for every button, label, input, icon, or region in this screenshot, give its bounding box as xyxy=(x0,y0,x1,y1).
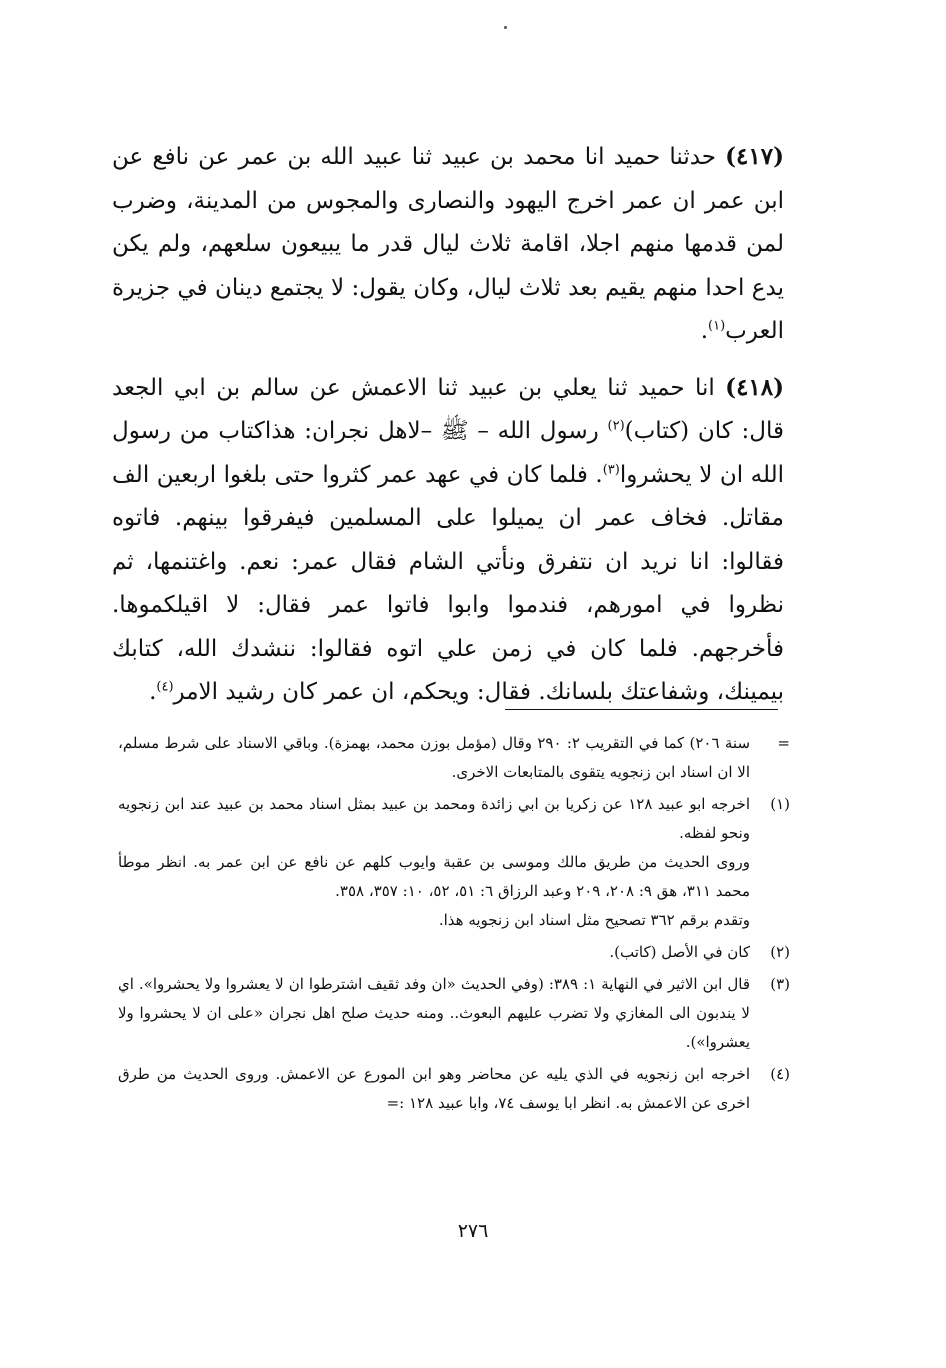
main-text xyxy=(112,135,784,715)
footnote-paragraph: سنة ٢٠٦) كما في التقريب ٢: ٢٩٠ وقال (مؤمل بوزن محمد، بهمزة). وباقي الاسناد على شرط مسلم، الا ان اسناد ابن زنجويه يتقوى بالمتابعات الاخرى. xyxy=(118,734,751,781)
footnote-paragraph: قال ابن الاثير في النهاية ١: ٣٨٩: (وفي الحديث «ان وفد ثقيف اشترطوا ان لا يعشروا ولا يحشروا». اي لا يندبون الى المغازي ولا تضرب عليهم البعوث.. ومنه حديث صلح اهل نجران «على ان لا يحشروا ولا يعشروا»). xyxy=(118,975,751,1051)
footnote-body xyxy=(118,729,750,787)
footnote xyxy=(118,1060,790,1118)
footnote-ref: (٤) xyxy=(156,679,174,695)
hadith-text: حدثنا حميد انا محمد بن عبيد ثنا عبيد الله بن عمر عن نافع عن ابن عمر ان عمر اخرج اليهود والنصارى والمجوس من المدينة، وضرب لمن قدمها منهم اجلا، اقامة ثلاث ليال قدر ما يبيعون سلعهم، ولم يكن يدع احدا منهم يقيم بعد ثلاث ليال، وكان يقول: لا يجتمع دينان في جزيرة العرب xyxy=(112,144,784,344)
hadith-number: (٤١٧) xyxy=(725,143,784,170)
footnote-paragraph: وتقدم برقم ٣٦٢ تصحيح مثل اسناد ابن زنجويه هذا. xyxy=(438,911,750,929)
footnote-body xyxy=(118,938,750,967)
footnote-paragraph: اخرجه ابو عبيد ١٢٨ عن زكريا بن ابي زائدة ومحمد بن عبيد بمثل اسناد محمد بن عبيد عند ابن زنجويه ونحو لفظه. xyxy=(118,795,750,842)
footnote-ref: (٢) xyxy=(607,418,625,434)
footnote-key: (٤) xyxy=(770,1065,790,1083)
footnote-body xyxy=(118,790,750,935)
footnote-key: = xyxy=(777,734,790,752)
footnote-body xyxy=(118,970,750,1057)
hadith-end: . xyxy=(149,679,157,705)
hadith-text-part: . فلما كان في عهد عمر كثروا حتى بلغوا اربعين الف مقاتل. فخاف عمر ان يميلوا على المسلمين فيفرقوا بينهم. فاتوه فقالوا: انا نريد ان نتفرق ونأتي الشام فقال عمر: نعم. واغتنمها، ثم نظروا في امورهم، فندموا وابوا فاتوا عمر فقال: لا اقيلكموها. فأخرجهم. فلما كان في زمن علي اتوه فقالوا: ننشدك الله، كتابك بيمينك، وشفاعتك بلسانك. فقال: ويحكم، ان عمر كان رشيد الامر xyxy=(112,461,784,705)
footnote xyxy=(118,970,790,1057)
footnote xyxy=(118,938,790,967)
hadith-text-part: رسول الله – ﷺ –لاهل نجران: هذاكتاب من رسول الله ان لا يحشروا xyxy=(112,418,784,488)
hadith-418 xyxy=(112,366,784,715)
footnote-paragraph: كان في الأصل (كاتب). xyxy=(609,943,750,961)
hadith-417 xyxy=(112,135,784,354)
footnote-key: (٣) xyxy=(770,975,790,993)
footnote-key: (٢) xyxy=(770,943,790,961)
hadith-text-part: انا حميد ثنا يعلي بن عبيد ثنا الاعمش عن سالم بن ابي الجعد قال: كان (كتاب) xyxy=(112,374,784,444)
hadith-end: . xyxy=(700,318,709,344)
footnote-ref: (١) xyxy=(708,318,726,334)
footnote-ref: (٣) xyxy=(602,461,620,477)
footnote-paragraph: اخرجه ابن زنجويه في الذي يليه عن محاضر وهو ابن المورع عن الاعمش. وروى الحديث من طرق اخرى عن الاعمش به. انظر ابا يوسف ٧٤، وابا عبيد ١٢٨ := xyxy=(118,1065,750,1112)
footnote-divider xyxy=(505,709,778,710)
scan-speck xyxy=(504,26,507,29)
footnotes xyxy=(118,729,790,1121)
page-number: ٢٧٦ xyxy=(457,1220,489,1242)
footnote-key: (١) xyxy=(770,795,790,813)
hadith-number: (٤١٨) xyxy=(725,373,785,401)
footnote xyxy=(118,729,790,787)
footnote-body xyxy=(118,1060,750,1118)
footnote xyxy=(118,790,790,935)
footnote-paragraph: وروى الحديث من طريق مالك وموسى بن عقبة وايوب كلهم عن نافع عن ابن عمر به. انظر موطأ محمد ٣١١، هق ٩: ٢٠٨، ٢٠٩ وعبد الرزاق ٦: ٥١، ٥٢، ١٠: ٣٥٧، ٣٥٨. xyxy=(118,853,750,900)
